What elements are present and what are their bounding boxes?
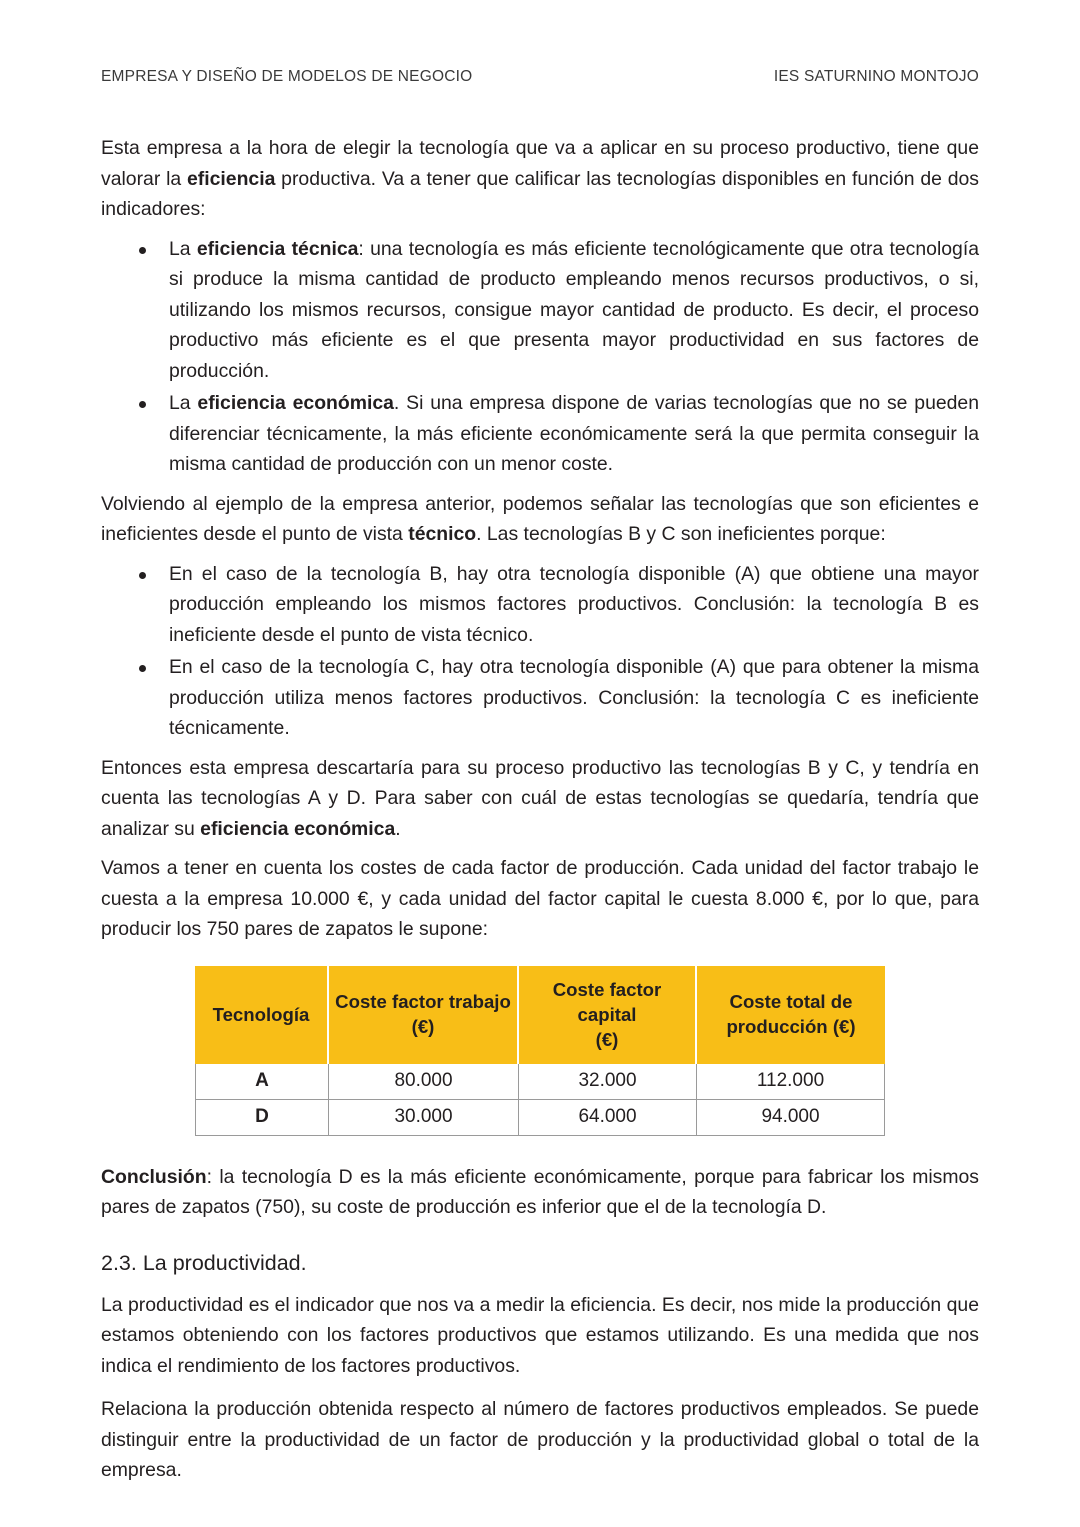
document-body bbox=[101, 133, 979, 1486]
paragraph-entonces bbox=[101, 753, 979, 845]
intro-bold-eficiencia: eficiencia bbox=[186, 167, 276, 190]
bullet-rest: . Si una empresa dispone de varias tecnologías que no se pueden diferenciar técnicamente, la más eficiente económicamente será la que permita conseguir la misma cantidad de producción con un menor coste. bbox=[169, 392, 979, 475]
conclusion-rest: : la tecnología D es la más eficiente económicamente, porque para fabricar los mismos pares de zapatos (750), su coste de producción es inferior que el de la tecnología D. bbox=[101, 1165, 979, 1218]
bullet-bold-term: eficiencia técnica bbox=[196, 237, 359, 260]
column-header-coste-total-produccion bbox=[697, 966, 885, 1064]
column-header-line2: (€) bbox=[595, 1028, 619, 1050]
paragraph-volviendo bbox=[101, 489, 979, 550]
column-header-line1: Tecnología bbox=[212, 1003, 310, 1025]
bullet-text: En el caso de la tecnología B, hay otra tecnología disponible (A) que obtiene una mayor producción empleando los mismos factores productivos. Conclusión: la tecnología B es ineficiente desde el punto de vista técnico. bbox=[169, 562, 979, 646]
list-indicadores bbox=[101, 234, 979, 480]
paragraph-conclusion bbox=[101, 1162, 979, 1223]
entonces-bold-term: eficiencia económica bbox=[200, 817, 396, 840]
list-item bbox=[101, 559, 979, 651]
cost-table bbox=[195, 966, 885, 1136]
cell-coste-trabajo: 30.000 bbox=[329, 1100, 519, 1136]
bullet-bold-term: eficiencia económica bbox=[197, 392, 394, 414]
column-header-line1: Coste total de bbox=[729, 991, 853, 1012]
bullet-text: En el caso de la tecnología C, hay otra tecnología disponible (A) que para obtener la misma producción utiliza menos factores productivos. Conclusión: la tecnología C es ineficiente técnicamente. bbox=[169, 656, 979, 739]
cell-coste-capital: 32.000 bbox=[519, 1064, 697, 1100]
table-header bbox=[195, 966, 885, 1064]
list-item bbox=[101, 388, 979, 480]
volviendo-bold-tecnico: técnico bbox=[408, 523, 477, 545]
column-header-line1: Coste factor trabajo bbox=[335, 991, 511, 1012]
column-header-tecnologia bbox=[195, 966, 329, 1064]
entonces-part2: . bbox=[395, 817, 401, 840]
column-header-line2: (€) bbox=[411, 1016, 435, 1037]
cell-coste-trabajo: 80.000 bbox=[329, 1064, 519, 1100]
volviendo-part2: . Las tecnologías B y C son ineficientes porque: bbox=[476, 523, 886, 545]
list-item bbox=[101, 652, 979, 744]
bullet-rest: : una tecnología es más eficiente tecnológicamente que otra tecnología si produce la misma cantidad de producto empleando menos recursos productivos, o si, utilizando los mismos recursos, consigue mayor cantidad de producto. Es decir, el proceso productivo más eficiente es el que presenta mayor productividad en sus factores de producción. bbox=[169, 237, 979, 382]
paragraph-costes: Vamos a tener en cuenta los costes de cada factor de producción. Cada unidad del factor trabajo le cuesta a la empresa 10.000 €, y cada unidad del factor capital le cuesta 8.000 €, por lo que, para producir los 750 pares de zapatos le supone: bbox=[101, 857, 979, 940]
cell-coste-capital: 64.000 bbox=[519, 1100, 697, 1136]
paragraph-intro bbox=[101, 133, 979, 225]
cell-tecnologia: A bbox=[195, 1064, 329, 1100]
list-ineficientes bbox=[101, 559, 979, 744]
volviendo-part1: Volviendo al ejemplo de la empresa anterior, podemos señalar las tecnologías que son eficientes e ineficientes desde el punto de vista bbox=[101, 492, 979, 545]
table-row bbox=[195, 1100, 885, 1136]
column-header-coste-factor-capital bbox=[519, 966, 697, 1064]
intro-text-part2: productiva. Va a tener que calificar las tecnologías disponibles en función de dos indicadores: bbox=[101, 167, 979, 220]
column-header-line2: producción (€) bbox=[726, 1016, 856, 1037]
cell-coste-total: 112.000 bbox=[697, 1064, 885, 1100]
intro-text-part1: Esta empresa a la hora de elegir la tecnología que va a aplicar en su proceso productivo, tiene que valorar la bbox=[101, 137, 979, 190]
paragraph-productividad-2: Relaciona la producción obtenida respecto al número de factores productivos empleados. Se puede distinguir entre la productividad de un factor de producción y la productividad global o total de la empresa. bbox=[101, 1398, 979, 1481]
conclusion-bold-label: Conclusión bbox=[101, 1165, 207, 1188]
cell-tecnologia: D bbox=[195, 1100, 329, 1136]
cost-table-container bbox=[101, 966, 979, 1136]
paragraph-productividad-1: La productividad es el indicador que nos va a medir la eficiencia. Es decir, nos mide la producción que estamos obteniendo con los factores productivos que estamos utilizando. Es una medida que nos indica el rendimiento de los factores productivos. bbox=[101, 1293, 979, 1377]
section-heading-2-3: 2.3. La productividad. bbox=[101, 1250, 307, 1275]
running-header bbox=[101, 68, 979, 86]
table-header-row bbox=[195, 966, 885, 1064]
table-body bbox=[195, 1064, 885, 1136]
list-item bbox=[101, 234, 979, 387]
column-header-coste-factor-trabajo bbox=[329, 966, 519, 1064]
header-left-title: EMPRESA Y DISEÑO DE MODELOS DE NEGOCIO bbox=[101, 68, 473, 85]
entonces-part1: Entonces esta empresa descartaría para su proceso productivo las tecnologías B y C, y tendría en cuenta las tecnologías A y D. Para saber con cuál de estas tecnologías se quedaría, tendría que analizar su bbox=[101, 756, 979, 840]
header-right-institution: IES SATURNINO MONTOJO bbox=[773, 68, 979, 85]
bullet-prefix: La bbox=[169, 237, 197, 260]
bullet-prefix: La bbox=[169, 392, 198, 414]
column-header-line1: Coste factor capital bbox=[552, 978, 662, 1025]
cell-coste-total: 94.000 bbox=[697, 1100, 885, 1136]
table-row bbox=[195, 1064, 885, 1100]
